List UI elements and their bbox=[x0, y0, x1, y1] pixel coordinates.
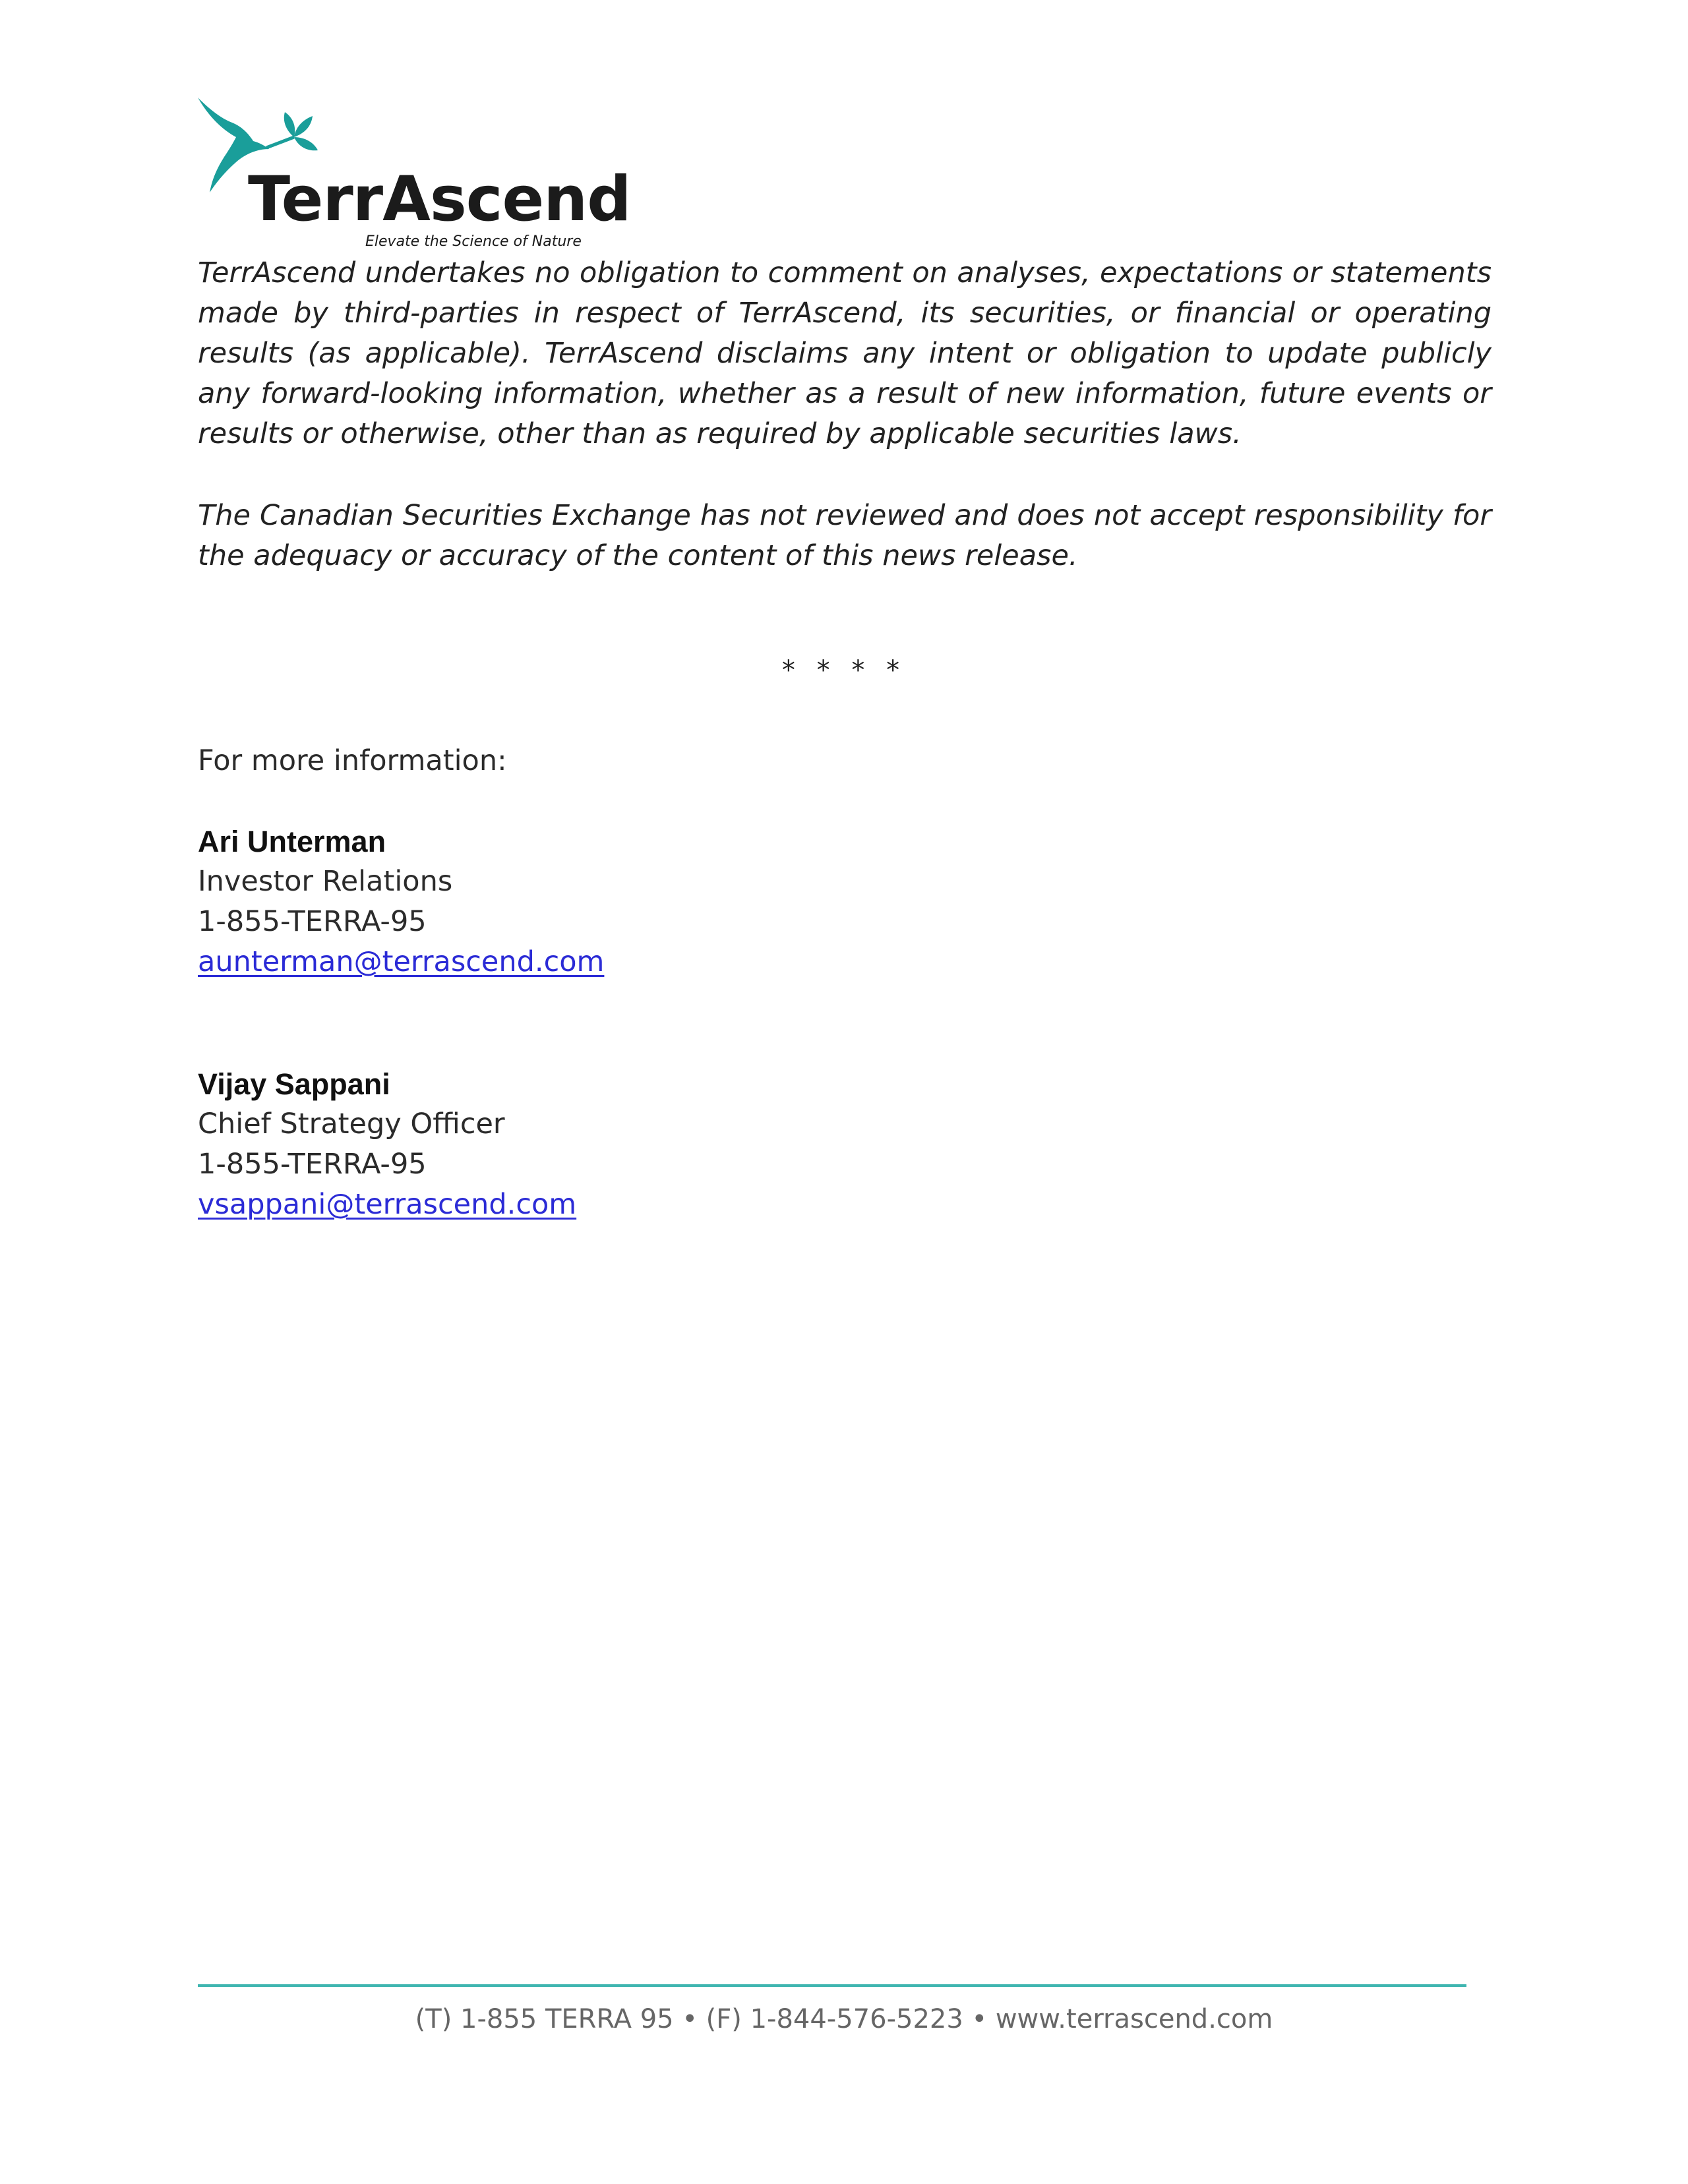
company-logo bbox=[195, 96, 631, 254]
footer-divider bbox=[198, 1984, 1466, 1987]
contact-card bbox=[198, 821, 604, 982]
forward-looking-disclaimer: TerrAscend undertakes no obligation to comment on analyses, expectations or statements made by third-parties in respect of TerrAscend, its securities, or financial or operating results (as applicable). TerrAscend disclaims any intent or obligation to update publicly any forward-looking information, whether as a result of new information, future events or results or otherwise, other than as required by applicable securities laws. bbox=[198, 256, 1492, 450]
section-separator: * * * * bbox=[781, 655, 907, 686]
contact-card bbox=[198, 1064, 576, 1225]
footer-contact-line: (T) 1-855 TERRA 95 • (F) 1-844-576-5223 • www.terrascend.com bbox=[415, 2004, 1273, 2034]
contact-phone: 1-855-TERRA-95 bbox=[198, 905, 427, 938]
contact-name: Ari Unterman bbox=[198, 825, 386, 858]
contact-email-link[interactable]: vsappani@terrascend.com bbox=[198, 1188, 577, 1221]
contact-title: Investor Relations bbox=[198, 865, 453, 898]
logo-wordmark: TerrAscend bbox=[248, 163, 631, 235]
contact-name: Vijay Sappani bbox=[198, 1067, 390, 1101]
contact-email-link[interactable]: aunterman@terrascend.com bbox=[198, 945, 605, 978]
contact-phone: 1-855-TERRA-95 bbox=[198, 1148, 427, 1181]
cse-disclaimer: The Canadian Securities Exchange has not reviewed and does not accept responsibility for the adequacy or accuracy of the content of this news release. bbox=[198, 499, 1492, 572]
more-info-label: For more information: bbox=[198, 744, 507, 777]
logo-tagline: Elevate the Science of Nature bbox=[365, 233, 582, 250]
contact-title: Chief Strategy Officer bbox=[198, 1107, 505, 1140]
